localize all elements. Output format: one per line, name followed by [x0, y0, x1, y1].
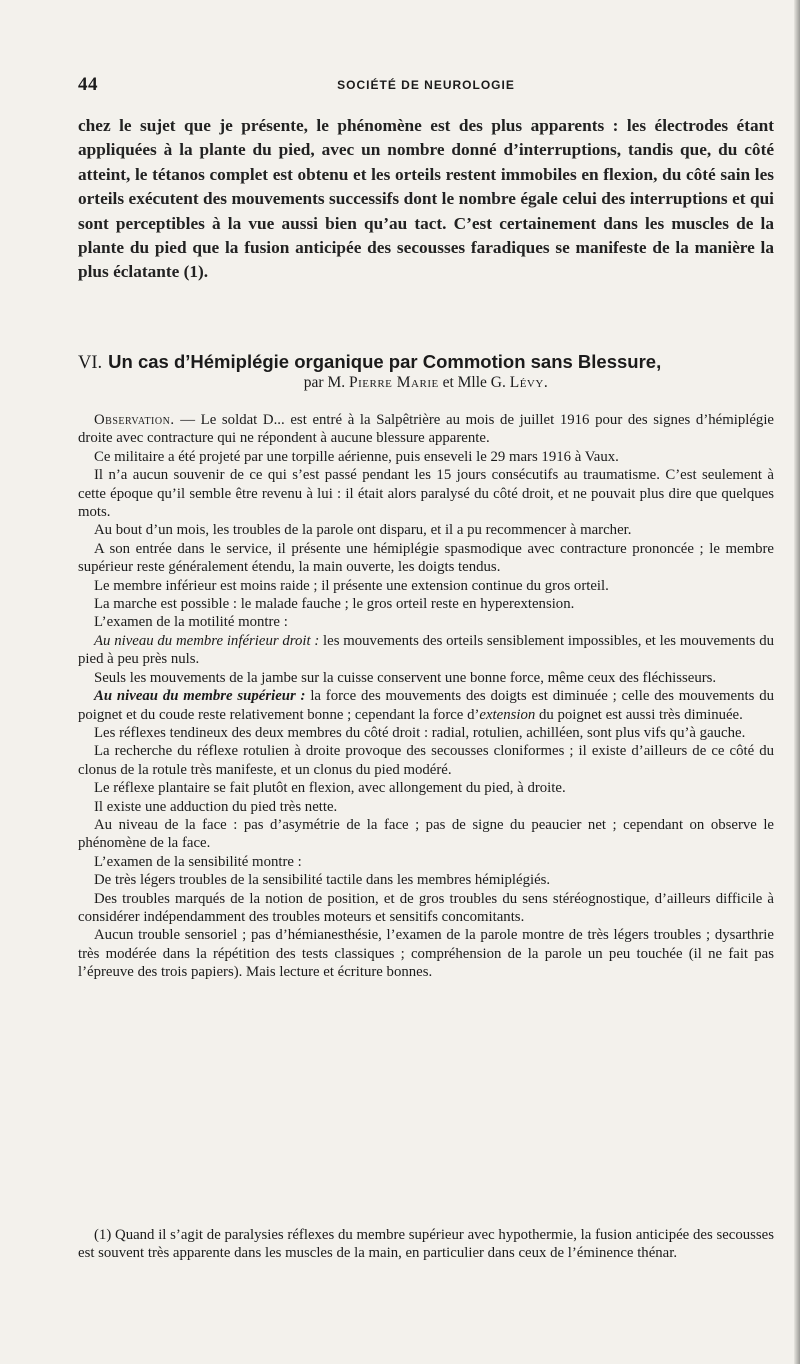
- paragraph: L’examen de la motilité montre :: [94, 614, 288, 631]
- paragraph: Au bout d’un mois, les troubles de la parole ont disparu, et il a pu recommencer à marcher.: [94, 522, 632, 539]
- paragraph: La recherche du réflexe rotulien à droite provoque des secousses cloniformes ; il existe d’ailleurs de ce côté du clonus de la rotule très manifeste, et un clonus du pied modéré.: [78, 743, 774, 778]
- paragraph: L’examen de la sensibilité montre :: [94, 853, 302, 870]
- italic-label: Au niveau du membre supérieur :: [94, 688, 306, 705]
- italic-label: Au niveau du membre inférieur droit :: [94, 632, 320, 649]
- paragraph: Il existe une adduction du pied très nette.: [94, 798, 338, 815]
- paragraph: Les réflexes tendineux des deux membres du côté droit : radial, rotulien, achilléen, sont plus vifs qu’à gauche.: [94, 724, 746, 741]
- paragraph: Des troubles marqués de la notion de position, et de gros troubles du sens stéréognostique, d’ailleurs difficile à considérer indépendamment des troubles moteurs et sensitifs concomitants.: [78, 890, 774, 925]
- byline-mid: et Mlle G.: [442, 374, 506, 391]
- paragraph: [78, 687, 774, 724]
- paragraph: Il n’a aucun souvenir de ce qui s’est passé pendant les 15 jours consécutifs au traumatisme. C’est seulement à cette époque qu’il semble être revenu à lui : il était alors paralysé du côté droit, et ne pouvait plus dire que quelques mots.: [78, 467, 774, 521]
- intro-text: chez le sujet que je présente, le phénomène est des plus apparents : les électrodes étant appliquées à la plante du pied, avec un nombre donné d’interruptions, tandis que, du côté atteint, le tétanos complet est obtenu et les orteils restent immobiles en flexion, du côté sain les orteils exécutent des mouvements successifs dont le nombre égale celui des interruptions et qui sont perceptibles à la vue aussi bien qu’au tact. C’est certainement dans les muscles de la plante du pied que la fusion anticipée des secousses faradiques se manifeste de la manière la plus éclatante (1).: [78, 116, 774, 282]
- paragraph: La marche est possible : le malade fauche ; le gros orteil reste en hyperextension.: [94, 596, 575, 613]
- page-edge-shadow: [794, 0, 800, 1364]
- paragraph: Le membre inférieur est moins raide ; il présente une extension continue du gros orteil.: [94, 577, 609, 594]
- footnote-text: (1) Quand il s’agit de paralysies réflexes du membre supérieur avec hypothermie, la fusion anticipée des secousses est souvent très apparente dans les muscles de la main, en particulier dans ceux de l’éminence thénar.: [78, 1227, 774, 1262]
- paragraph: Au niveau de la face : pas d’asymétrie de la face ; pas de signe du peaucier net ; cependant on observe le phénomène de la face.: [78, 816, 774, 852]
- section-number: VI.: [78, 353, 103, 373]
- paragraph-text: — Le soldat D... est entré à la Salpêtrière au mois de juillet 1916 pour des signes d’hémiplégie droite avec contracture qui ne répondent à aucune blessure apparente.: [78, 412, 774, 447]
- paragraph-text: du poignet est aussi très diminuée.: [535, 706, 743, 723]
- paragraph-text: la force des mouvements des doigts est diminuée ; celle des mouvements du poignet et du coude reste relativement bonne ; cependant la force d’: [78, 688, 774, 723]
- paragraph: Seuls les mouvements de la jambe sur la cuisse conservent une bonne force, même ceux des fléchisseurs.: [94, 669, 717, 686]
- paragraph: [78, 411, 774, 448]
- paragraph: Aucun trouble sensoriel ; pas d’hémianesthésie, l’examen de la parole montre de très légers troubles ; dysarthrie très modérée dans la répétition des tests classiques ; compréhension de la parole un peu touchée (il ne fait pas l’épreuve des trois papiers). Mais lecture et écriture bonnes.: [78, 927, 774, 981]
- page-header: [78, 74, 774, 96]
- footnote: [78, 1226, 774, 1263]
- italic-word: extension: [479, 706, 536, 723]
- section-title: Un cas d’Hémiplégie organique par Commotion sans Blessure,: [108, 351, 662, 372]
- author-name: Lévy.: [509, 374, 549, 391]
- paragraph: De très légers troubles de la sensibilité tactile dans les membres hémiplégiés.: [94, 872, 551, 889]
- observation-body: [78, 411, 774, 982]
- paragraph: [78, 632, 774, 669]
- intro-paragraph: [78, 114, 774, 285]
- running-title: SOCIÉTÉ DE NEUROLOGIE: [337, 78, 515, 92]
- paragraph-text: les mouvements des orteils sensiblement impossibles, et les mouvements du pied à peu près nuls.: [78, 632, 774, 668]
- paragraph: Ce militaire a été projeté par une torpille aérienne, puis enseveli le 29 mars 1916 à Vaux.: [94, 448, 619, 465]
- byline: [78, 372, 774, 394]
- page-number: 44: [78, 74, 98, 95]
- observation-label: Observation.: [94, 412, 175, 428]
- paragraph: A son entrée dans le service, il présente une hémiplégie spasmodique avec contracture prononcée ; le membre supérieur reste généralement étendu, la main ouverte, les doigts tendus.: [78, 540, 774, 576]
- author-name: Pierre Marie: [349, 374, 439, 391]
- paragraph: Le réflexe plantaire se fait plutôt en flexion, avec allongement du pied, à droite.: [94, 780, 566, 797]
- byline-prefix: par M.: [303, 374, 346, 391]
